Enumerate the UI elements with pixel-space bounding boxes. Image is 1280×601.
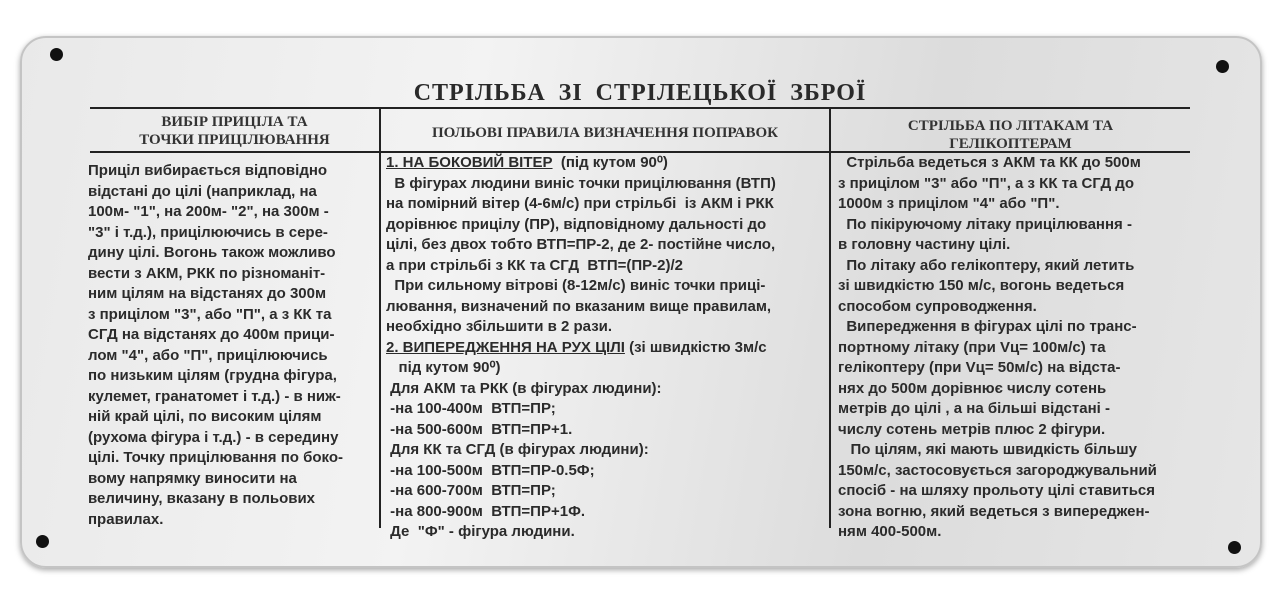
text-line: дину цілі. Вогонь також можливо [88, 244, 336, 261]
text-line [386, 502, 776, 523]
text-line: з прицілом "3" або "П", а з КК та СГД до [838, 174, 1134, 192]
text-line: (рухома фігура і т.д.) - в середину [88, 428, 339, 446]
section-heading: 1. НА БОКОВИЙ ВІТЕР [386, 154, 553, 171]
text-line [386, 461, 776, 482]
mount-hole-icon [36, 535, 49, 548]
column-1-text [88, 161, 343, 530]
line-text: -на 100-400м ВТП=ПР; [386, 400, 556, 417]
text-line: 100м- "1", на 200м- "2", на 300м - [88, 203, 329, 220]
text-line: портному літаку (при Vц= 100м/с) та [838, 338, 1106, 356]
text-line: цілі. Точку прицілювання по боко- [88, 449, 344, 466]
text-line: числу сотень метрів плюс 2 фігури. [838, 420, 1106, 438]
text-line: кулемет, гранатомет і т.д.) - в ниж- [88, 387, 341, 405]
line-text: (зі швидкістю 3м/с [624, 338, 767, 356]
text-line [386, 317, 776, 338]
text-line: метрів до цілі , а на більші відстані - [838, 400, 1110, 417]
text-line [386, 399, 776, 420]
text-line: величину, вказану в польових [88, 490, 316, 507]
text-line: Стрільба ведеться з АКМ та КК до 500м [838, 154, 1141, 171]
mount-hole-icon [1228, 541, 1241, 554]
line-text: на помірний вітер (4-6м/с) при стрільбі із АКМ і РКК [386, 195, 774, 212]
text-line: правилах. [88, 510, 164, 528]
line-text: лювання, визначений по вказаним вище правилам, [386, 297, 772, 315]
line-text: -на 600-700м ВТП=ПР; [386, 482, 556, 499]
column-1-header: ВИБІР ПРИЦІЛА ТА ТОЧКИ ПРИЦІЛЮВАННЯ [139, 114, 330, 148]
text-line [386, 379, 776, 400]
line-text: При сильному вітрові (8-12м/с) виніс точки приці- [386, 277, 766, 294]
text-line [386, 338, 776, 359]
text-line [386, 297, 776, 318]
line-text: а при стрільбі з КК та СГД ВТП=(ПР-2)/2 [386, 256, 684, 274]
text-line [386, 440, 776, 461]
line-text: -на 100-500м ВТП=ПР-0.5Ф; [386, 461, 595, 479]
text-line: 1000м з прицілом "4" або "П". [838, 195, 1060, 212]
sign-title: СТРІЛЬБА ЗІ СТРІЛЕЦЬКОЇ ЗБРОЇ [413, 80, 867, 106]
mount-hole-icon [1216, 60, 1229, 73]
text-line [386, 358, 776, 379]
column-3-header: СТРІЛЬБА ПО ЛІТАКАМ ТА ГЕЛІКОПТЕРАМ [907, 118, 1114, 152]
line-text: необхідно збільшити в 2 рази. [386, 318, 613, 335]
text-line: вести з АКМ, РКК по різноманіт- [88, 264, 326, 282]
text-line: гелікоптеру (при Vц= 50м/с) на відста- [838, 359, 1121, 376]
text-line: ням 400-500м. [838, 523, 942, 540]
text-line: 150м/с, застосовується загороджувальний [838, 461, 1157, 479]
text-line: Приціл вибирається відповідно [88, 162, 328, 179]
section-heading: 2. ВИПЕРЕДЖЕННЯ НА РУХ ЦІЛІ [386, 338, 625, 356]
line-text: (під кутом 90⁰) [552, 154, 668, 171]
line-text: дорівнює прицілу (ПР), відповідному дальності до [386, 215, 767, 233]
text-line: по низьким цілям (грудна фігура, [88, 367, 337, 384]
line-text: цілі, без двох тобто ВТП=ПР-2, де 2- постійне число, [386, 236, 776, 253]
text-line: ним цілям на відстанях до 300м [88, 285, 327, 302]
text-line: По пікіруючому літаку прицілювання - [838, 215, 1132, 233]
column-divider [379, 108, 381, 528]
text-line: ній край цілі, по високим цілям [88, 408, 322, 425]
text-line: вому напрямку виносити на [88, 469, 297, 487]
text-line: зі швидкістю 150 м/с, вогонь ведеться [838, 277, 1125, 294]
text-line: з прицілом "3", або "П", а з КК та [88, 305, 332, 323]
header-top-rule [90, 107, 1190, 109]
text-line [386, 276, 776, 297]
text-line: зона вогню, який ведеться з випереджен- [838, 502, 1150, 520]
line-text: В фігурах людини виніс точки прицілювання (ВТП) [386, 174, 776, 192]
text-line [386, 153, 776, 174]
line-text: -на 500-600м ВТП=ПР+1. [386, 420, 573, 438]
text-line: Випередження в фігурах цілі по транс- [838, 318, 1137, 335]
line-text: Для КК та СГД (в фігурах людини): [386, 441, 649, 458]
line-text: Для АКМ та РКК (в фігурах людини): [386, 379, 662, 397]
text-line [386, 215, 776, 236]
text-line [386, 235, 776, 256]
text-line [386, 522, 776, 543]
text-line: в головну частину цілі. [838, 236, 1011, 253]
line-text: під кутом 90⁰) [386, 359, 501, 376]
text-line [386, 194, 776, 215]
text-line: По літаку або гелікоптеру, який летить [838, 256, 1135, 274]
column-divider [829, 108, 831, 528]
text-line: СГД на відстанях до 400м прици- [88, 326, 335, 343]
text-line [386, 174, 776, 195]
text-line [386, 420, 776, 441]
column-2-text [386, 153, 776, 543]
text-line: По цілям, які мають швидкість більшу [838, 441, 1137, 458]
text-line [386, 256, 776, 277]
text-line: спосіб - на шляху прольоту цілі ставиться [838, 482, 1156, 499]
mount-hole-icon [50, 48, 63, 61]
text-line: "3" і т.д.), прицілюючись в сере- [88, 223, 328, 241]
column-3-text [838, 153, 1157, 543]
line-text: -на 800-900м ВТП=ПР+1Ф. [386, 502, 586, 520]
text-line: відстані до цілі (наприклад, на [88, 182, 317, 200]
line-text: Де "Ф" - фігура людини. [386, 523, 575, 540]
column-2-header: ПОЛЬОВІ ПРАВИЛА ВИЗНАЧЕННЯ ПОПРАВОК [431, 125, 779, 141]
text-line [386, 481, 776, 502]
text-line: нях до 500м дорівнює числу сотень [838, 379, 1107, 397]
text-line: способом супроводження. [838, 297, 1037, 315]
text-line: лом "4", або "П", прицілюючись [88, 346, 328, 364]
